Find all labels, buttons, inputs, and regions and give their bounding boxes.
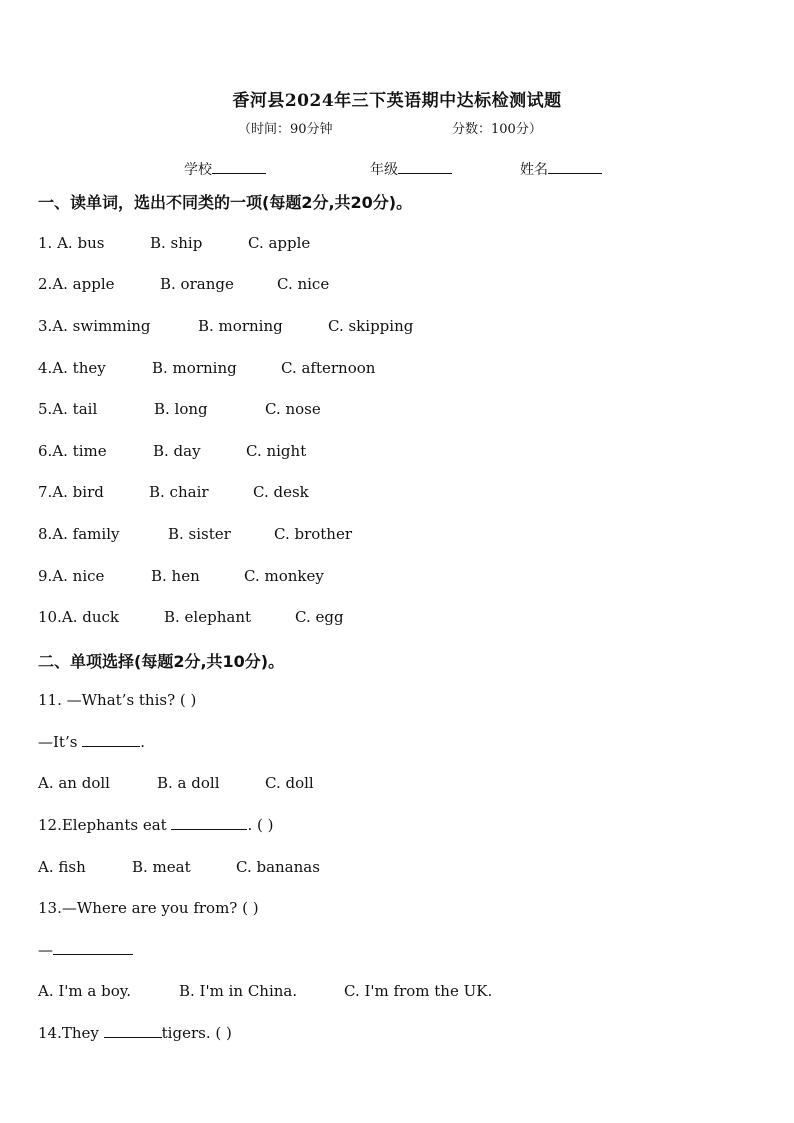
question-11-options: [38, 774, 314, 792]
question-12-options: [38, 858, 320, 876]
question-number: 10.: [38, 608, 62, 626]
question-row: [38, 234, 311, 252]
question-row: [38, 525, 353, 543]
question-12-stem: [38, 816, 273, 834]
option-a: A. bird: [52, 483, 104, 501]
option-b: B. ship: [150, 234, 203, 252]
option-a: A. nice: [52, 567, 105, 585]
stem-suffix: . ( ): [247, 816, 274, 834]
answer-blank[interactable]: [53, 941, 133, 955]
option-b: B. morning: [198, 317, 283, 335]
question-row: [38, 400, 321, 418]
option-b: B. sister: [168, 525, 231, 543]
question-13-stem: 13.—Where are you from? ( ): [38, 899, 259, 917]
question-row: [38, 442, 307, 460]
question-number: 2.: [38, 275, 53, 293]
option-c: C. monkey: [244, 567, 324, 585]
option-c: C. nice: [277, 275, 330, 293]
option-c: C. egg: [295, 608, 344, 626]
question-number: 6.: [38, 442, 53, 460]
question-13-options: [38, 982, 493, 1000]
option-c: C. apple: [248, 234, 311, 252]
option-b: B. elephant: [164, 608, 252, 626]
grade-label: 年级: [370, 162, 398, 178]
option-c: C. skipping: [328, 317, 414, 335]
option-a: A. bus: [57, 234, 105, 252]
option-b: B. morning: [152, 359, 237, 377]
option-a: A. apple: [52, 275, 115, 293]
school-blank[interactable]: [212, 161, 266, 174]
option-a: A. they: [52, 359, 106, 377]
option-a: A. tail: [52, 400, 98, 418]
question-13-reply: [38, 941, 133, 959]
name-label: 姓名: [520, 162, 548, 178]
grade-blank[interactable]: [398, 161, 452, 174]
question-row: [38, 275, 330, 293]
school-label: 学校: [184, 162, 212, 178]
option-a: A. swimming: [52, 317, 151, 335]
option-b: B. long: [154, 400, 208, 418]
option-a: A. family: [52, 525, 120, 543]
question-row: [38, 317, 414, 335]
reply-prefix: —: [38, 941, 53, 959]
option-b: B. a doll: [157, 774, 220, 792]
option-c: C. brother: [274, 525, 353, 543]
question-number: 8.: [38, 525, 53, 543]
stem-suffix: tigers. ( ): [161, 1024, 232, 1042]
answer-blank[interactable]: [104, 1024, 162, 1038]
option-c: C. night: [246, 442, 307, 460]
question-row: [38, 359, 376, 377]
question-number: 1.: [38, 234, 58, 252]
name-blank[interactable]: [548, 161, 602, 174]
question-number: 7.: [38, 483, 53, 501]
section-2-heading: 二、单项选择(每题2分,共10分)。: [38, 652, 285, 671]
question-row: [38, 483, 309, 501]
total-score: 分数：100分）: [452, 122, 542, 137]
option-a: A. fish: [38, 858, 86, 876]
question-number: 9.: [38, 567, 53, 585]
option-c: C. bananas: [236, 858, 320, 876]
school-field[interactable]: [184, 159, 266, 179]
stem-prefix: 14.They: [38, 1024, 104, 1042]
option-b: B. meat: [132, 858, 191, 876]
time-limit: （时间：90分钟: [238, 122, 333, 137]
name-field[interactable]: [520, 159, 602, 179]
option-b: B. chair: [149, 483, 209, 501]
option-b: B. hen: [151, 567, 200, 585]
exam-title: 香河县2024年三下英语期中达标检测试题: [232, 91, 562, 111]
stem-prefix: 12.Elephants eat: [38, 816, 172, 834]
reply-suffix: .: [140, 733, 145, 751]
question-14-stem: [38, 1024, 232, 1042]
reply-prefix: —It’s: [38, 733, 83, 751]
answer-blank[interactable]: [82, 733, 140, 747]
option-c: C. nose: [265, 400, 321, 418]
question-11-stem: 11. —What’s this? ( ): [38, 691, 197, 709]
question-number: 5.: [38, 400, 53, 418]
question-number: 3.: [38, 317, 53, 335]
option-c: C. doll: [265, 774, 314, 792]
question-number: 4.: [38, 359, 53, 377]
option-b: B. day: [153, 442, 201, 460]
question-11-reply: [38, 733, 145, 751]
section-1-heading: 一、读单词，选出不同类的一项(每题2分,共20分)。: [38, 193, 413, 212]
question-row: [38, 608, 344, 626]
option-c: C. I'm from the UK.: [344, 982, 493, 1000]
option-a: A. an doll: [38, 774, 110, 792]
option-a: A. time: [52, 442, 107, 460]
option-b: B. orange: [160, 275, 234, 293]
option-c: C. afternoon: [281, 359, 376, 377]
answer-blank[interactable]: [171, 816, 247, 830]
question-row: [38, 567, 324, 585]
option-c: C. desk: [253, 483, 309, 501]
option-a: A. duck: [61, 608, 119, 626]
option-a: A. I'm a boy.: [38, 982, 132, 1000]
grade-field[interactable]: [370, 159, 452, 179]
option-b: B. I'm in China.: [179, 982, 298, 1000]
